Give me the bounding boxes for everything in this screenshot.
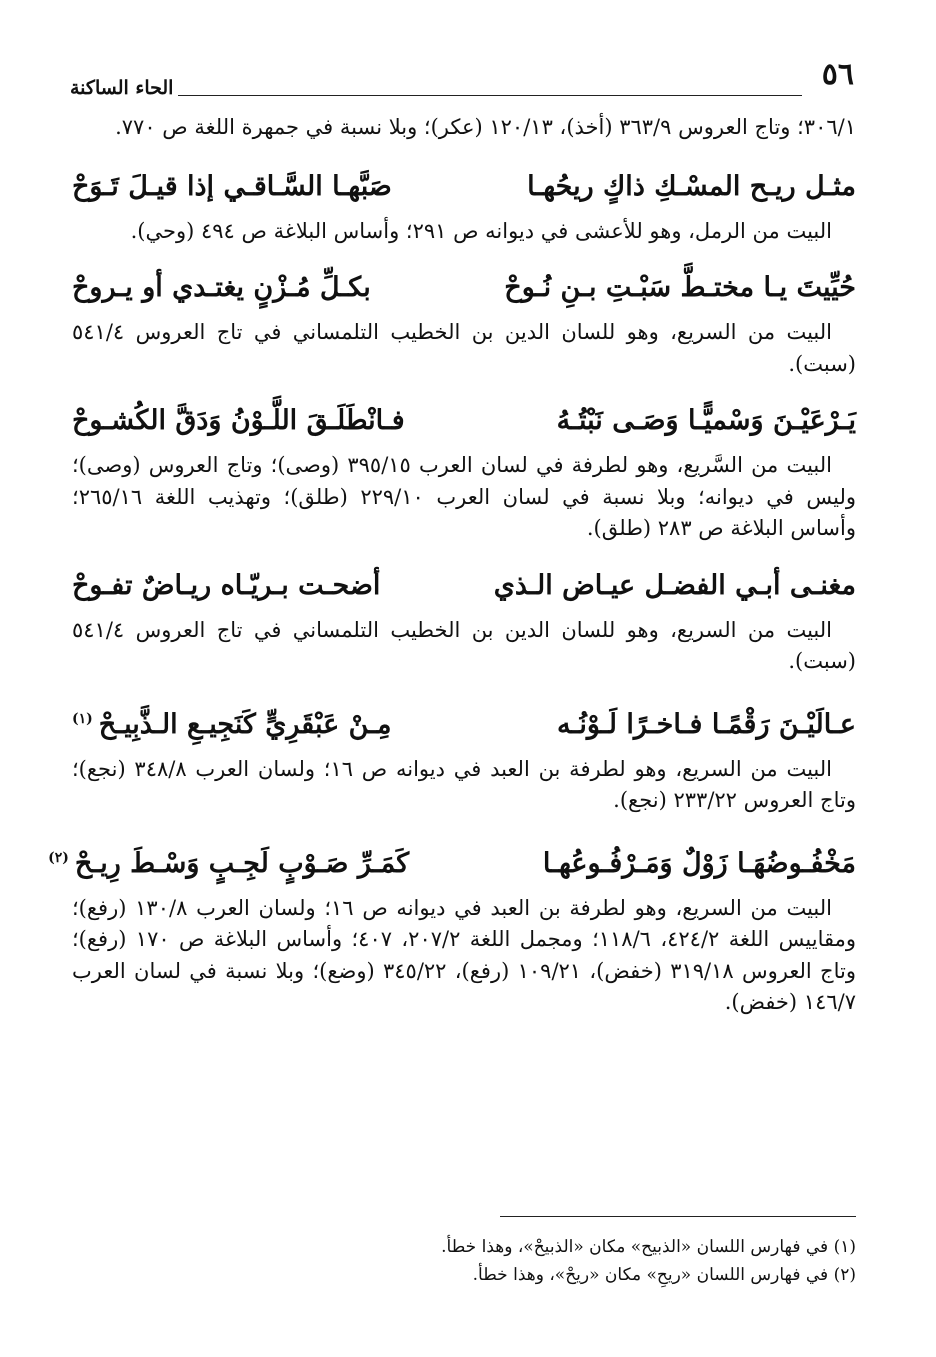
- verse-citation: البيت من الرمل، وهو للأعشى في ديوانه ص ٢٩١؛ وأساس البلاغة ص ٤٩٤ (وحي).: [130, 218, 832, 243]
- verse-first-hemistich: يَـرْعَيْـنَ وَسْميًّـا وَصَـى نَبْتُـهُ: [556, 405, 856, 436]
- entry-3: [72, 402, 856, 545]
- footnote-1: (١) في فهارس اللسان «الذبيح» مكان «الذبيحْ»، وهذا خطأ.: [441, 1237, 856, 1257]
- footnote-marker: (١): [72, 710, 93, 727]
- running-header: [70, 58, 854, 100]
- footnote-2: (٢) في فهارس اللسان «ريحِ» مكان «ريحْ»، وهذا خطأ.: [472, 1265, 856, 1285]
- verse-second-hemistich-with-note: [72, 700, 409, 744]
- verse-line: [72, 700, 856, 744]
- page-number: ٥٦: [821, 57, 854, 92]
- verse-second-hemistich: فـانْطَلَـقَ اللَّـوْنُ وَدَقَّ الكُشـوحْ: [72, 405, 405, 436]
- verse-citation: البيت من السريع، وهو لطرفة بن العبد في ديوانه ص ١٦؛ ولسان العرب ٣٤٨/٨ (نجع)؛ وتاج العروس ٢٣٣/٢٢ (نجع).: [72, 756, 856, 812]
- intro-citation: ٣٠٦/١؛ وتاج العروس ٣٦٣/٩ (أخذ)، ١٢٠/١٣ (عكر)؛ وبلا نسبة في جمهرة اللغة ص ٧٧٠.: [115, 115, 856, 139]
- entry-6: [48, 839, 857, 1019]
- verse-line: [72, 168, 856, 206]
- verse-second-hemistich: صَبَّهـا السَّـاقـي إذا قيـلَ تَـوَحْ: [72, 170, 392, 202]
- header-rule: [178, 95, 802, 96]
- footnotes: [72, 1233, 856, 1289]
- verse-second-hemistich-with-note: [48, 839, 410, 883]
- footnote-rule: [500, 1216, 856, 1217]
- entry-5: [72, 700, 856, 817]
- entry-2: [72, 269, 856, 380]
- verse-first-hemistich: عـالَيْـنَ رَقْمًـا فـاخـرًا لَـوْنُـه: [556, 708, 856, 740]
- main-text: [48, 112, 857, 1019]
- verse-second-hemistich: بكـلِّ مُـزْنٍ يغتـدي أو يـروحْ: [72, 272, 371, 303]
- entry-1: [72, 168, 856, 248]
- verse-first-hemistich: حُيِّيتَ يـا مختـطَّ سَبْـتِ بـنِ نُـوحْ: [504, 272, 856, 303]
- verse-line: [72, 402, 856, 440]
- verse-citation: البيت من السريع، وهو لطرفة بن العبد في ديوانه ص ١٦؛ ولسان العرب ١٣٠/٨ (رفع)؛ ومقاييس اللغة ٤٢٤/٢، ١١٨/٦؛ ومجمل اللغة ٢٠٧/٢، ٤٠٧؛ وأساس البلاغة ص ١٧٠ (رفع)؛ وتاج العروس ٣١٩/١٨ (خفض)، ١٠٩/٢١ (رفع)، ٣٤٥/٢٢ (وضع)؛ وبلا نسبة في لسان العرب ١٤٦/٧ (خفض).: [72, 895, 857, 1014]
- verse-citation: البيت من السريع، وهو للسان الدين بن الخطيب التلمساني في تاج العروس ٥٤١/٤ (سبت).: [72, 320, 856, 376]
- verse-second-hemistich: أضحـت بـريّـاه ريـاضٌ تفـوحْ: [72, 569, 381, 601]
- verse-line: [72, 567, 856, 605]
- entry-4: [72, 567, 856, 678]
- verse-second-hemistich: كَمَـرِّ صَـوْبٍ لَجِـبٍ وَسْـطَ رِيـحْ: [74, 847, 410, 879]
- verse-citation: البيت من السَّريع، وهو لطرفة في لسان العرب ٣٩٥/١٥ (وصى)؛ وتاج العروس (وصى)؛ وليس في ديوانه؛ وبلا نسبة في لسان العرب ٢٢٩/١٠ (طلق)؛ وتهذيب اللغة ٢٦٥/١٦؛ وأساس البلاغة ص ٢٨٣ (طلق).: [72, 453, 856, 540]
- verse-line: [72, 269, 856, 307]
- verse-second-hemistich: مِـنْ عَبْقَرِيٍّ كَنَجِيـعِ الـذَّبِيـحْ: [98, 708, 392, 740]
- verse-first-hemistich: مثـل ريـح المسْـكِ ذاكٍ ريحُهـا: [527, 170, 856, 202]
- footnote-marker: (٢): [48, 849, 69, 866]
- verse-first-hemistich: مَخْفُـوضُهَـا زَوْلٌ وَمَـرْفُـوعُهـا: [542, 847, 856, 879]
- chapter-title: الحاء الساكنة: [70, 77, 174, 99]
- verse-first-hemistich: مغنـى أبـي الفضـل عيـاض الـذي: [493, 569, 856, 601]
- verse-citation: البيت من السريع، وهو للسان الدين بن الخطيب التلمساني في تاج العروس ٥٤١/٤ (سبت).: [72, 617, 856, 673]
- verse-line: [48, 839, 856, 883]
